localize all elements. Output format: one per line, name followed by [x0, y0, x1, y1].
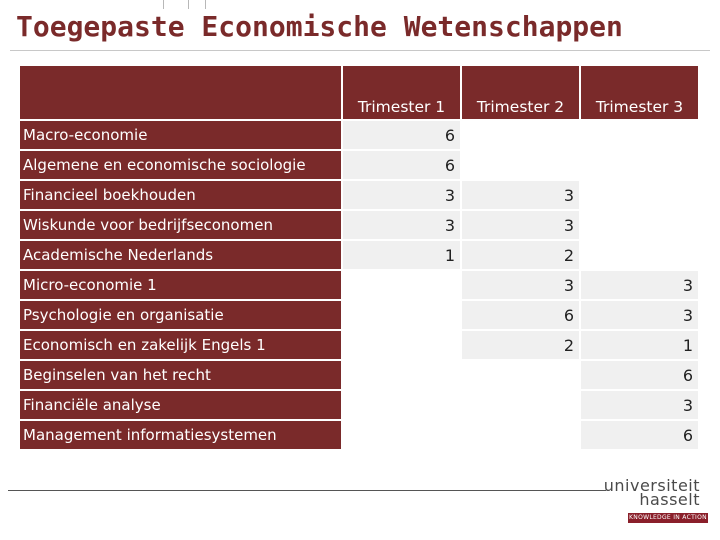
- top-tick-marks: [0, 0, 720, 10]
- course-label: Financiële analyse: [20, 391, 341, 419]
- credits-cell: 3: [581, 301, 698, 329]
- logo-line-2: hasselt: [639, 490, 700, 509]
- column-header-trimester-3: Trimester 3: [581, 66, 698, 119]
- course-label: Management informatiesystemen: [20, 421, 341, 449]
- credits-cell: [343, 331, 460, 359]
- credits-cell: 6: [462, 301, 579, 329]
- credits-cell: 6: [581, 421, 698, 449]
- footer-divider: [8, 490, 606, 491]
- university-logo: [603, 476, 710, 528]
- credits-cell: [462, 391, 579, 419]
- course-label: Wiskunde voor bedrijfseconomen: [20, 211, 341, 239]
- credits-cell: 6: [343, 121, 460, 149]
- credits-cell: [581, 241, 698, 269]
- credits-cell: [462, 151, 579, 179]
- course-label: Financieel boekhouden: [20, 181, 341, 209]
- credits-cell: [581, 121, 698, 149]
- credits-cell: 2: [462, 331, 579, 359]
- credits-cell: 6: [343, 151, 460, 179]
- credits-cell: 3: [462, 211, 579, 239]
- credits-cell: [581, 181, 698, 209]
- column-header-trimester-1: Trimester 1: [343, 66, 460, 119]
- credits-cell: [343, 301, 460, 329]
- credits-cell: 1: [581, 331, 698, 359]
- column-header-trimester-2: Trimester 2: [462, 66, 579, 119]
- course-label: Beginselen van het recht: [20, 361, 341, 389]
- credits-cell: [581, 211, 698, 239]
- credits-cell: [462, 121, 579, 149]
- title-divider: [10, 50, 710, 51]
- credits-cell: 6: [581, 361, 698, 389]
- credits-cell: [343, 391, 460, 419]
- course-table: [20, 66, 698, 449]
- course-label: Academische Nederlands: [20, 241, 341, 269]
- table-header-corner: [20, 66, 341, 119]
- credits-cell: 3: [581, 271, 698, 299]
- course-label: Micro-economie 1: [20, 271, 341, 299]
- credits-cell: 3: [462, 181, 579, 209]
- credits-cell: 1: [343, 241, 460, 269]
- credits-cell: 3: [581, 391, 698, 419]
- logo-tagline: KNOWLEDGE IN ACTION: [629, 514, 707, 521]
- logo-line-1: universiteit: [603, 476, 700, 495]
- credits-cell: [462, 421, 579, 449]
- course-label: Algemene en economische sociologie: [20, 151, 341, 179]
- page-title: Toegepaste Economische Wetenschappen: [16, 10, 623, 43]
- credits-cell: [462, 361, 579, 389]
- credits-cell: 2: [462, 241, 579, 269]
- credits-cell: [343, 271, 460, 299]
- credits-cell: [343, 421, 460, 449]
- course-label: Economisch en zakelijk Engels 1: [20, 331, 341, 359]
- course-label: Psychologie en organisatie: [20, 301, 341, 329]
- credits-cell: 3: [343, 181, 460, 209]
- course-label: Macro-economie: [20, 121, 341, 149]
- credits-cell: 3: [462, 271, 579, 299]
- credits-cell: 3: [343, 211, 460, 239]
- credits-cell: [343, 361, 460, 389]
- credits-cell: [581, 151, 698, 179]
